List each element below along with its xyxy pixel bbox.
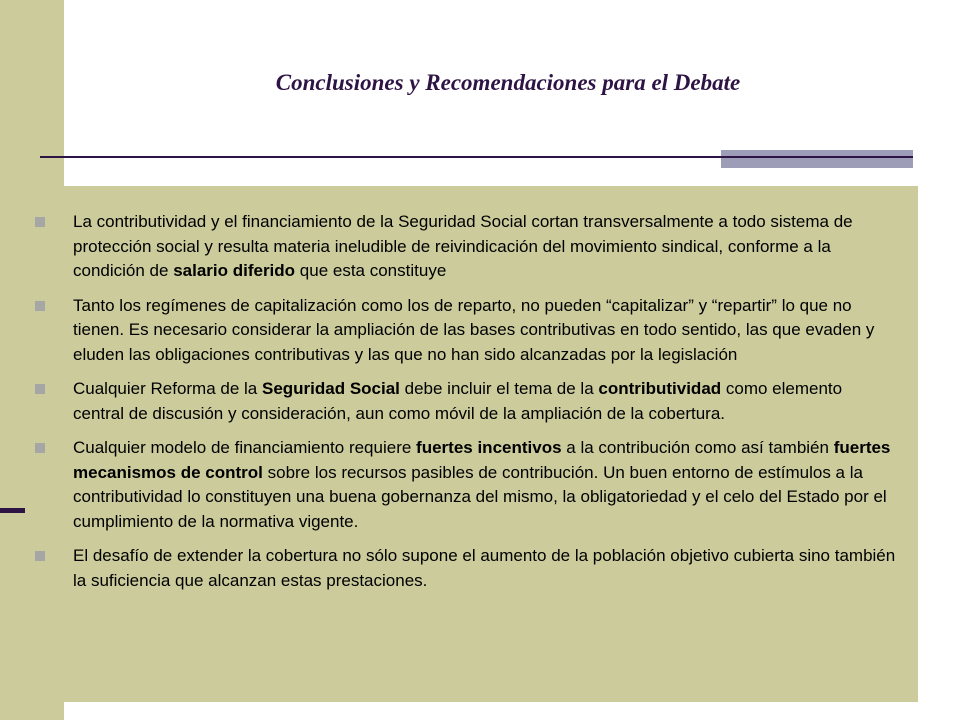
bullet-item	[25, 436, 918, 534]
bullet-list	[25, 210, 918, 603]
bullet-square-icon	[35, 217, 45, 227]
bullet-text	[73, 296, 874, 364]
bullet-item	[25, 377, 918, 426]
bullet-item	[25, 210, 918, 284]
bullet-text	[73, 212, 853, 280]
slide-title: Conclusiones y Recomendaciones para el Debate	[275, 70, 741, 95]
bullet-emphasis: contributividad	[598, 379, 722, 398]
bullet-item	[25, 294, 918, 368]
bullet-text	[73, 438, 890, 531]
title-rule-accent	[721, 150, 913, 168]
bullet-square-icon	[35, 443, 45, 453]
left-accent-mark	[0, 508, 25, 513]
bullet-square-icon	[35, 551, 45, 561]
bullet-emphasis: fuertes mecanismos de control	[73, 438, 891, 482]
bullet-emphasis: fuertes incentivos	[416, 438, 562, 457]
bullet-run: Cualquier Reforma de la	[73, 379, 262, 398]
bullet-emphasis: Seguridad Social	[261, 379, 400, 398]
bullet-run: Cualquier modelo de financiamiento requiere	[73, 438, 417, 457]
bullet-run: Tanto los regímenes de capitalización como los de reparto, no pueden “capitalizar” y “repartir” lo que no tienen. Es necesario considerar la ampliación de las bases contributivas en todo sentido, las que evaden y eluden las obligaciones contributivas y las que no han sido alcanzadas por la legislación	[73, 295, 875, 364]
bullet-text	[73, 379, 842, 423]
bullet-text	[73, 546, 895, 590]
bullet-run: El desafío de extender la cobertura no sólo supone el aumento de la población objetivo cubierta sino también la suficiencia que alcanzan estas prestaciones.	[73, 546, 896, 590]
bullet-emphasis: salario diferido	[173, 261, 296, 280]
title-rule-overlay	[721, 156, 913, 158]
bullet-run: sobre los recursos pasibles de contribución. Un buen entorno de estímulos a la contributividad lo constituyen una buena gobernanza del mismo, la obligatoriedad y el celo del Estado por el cumplimiento de la normativa vigente.	[73, 462, 887, 531]
bullet-run: La contributividad y el financiamiento de la Seguridad Social cortan transversalmente a todo sistema de protección social y resulta materia ineludible de reivindicación del movimiento sindical, conforme a la condición de	[73, 212, 853, 280]
bullet-item	[25, 544, 918, 593]
bullet-run: a la contribución como así también	[561, 438, 834, 457]
bullet-square-icon	[35, 301, 45, 311]
bullet-square-icon	[35, 384, 45, 394]
bullet-run: debe incluir el tema de la	[399, 379, 599, 398]
content-panel	[25, 186, 918, 702]
bullet-run: que esta constituye	[295, 261, 447, 280]
bullet-run: como elemento central de discusión y consideración, aun como móvil de la ampliación de la cobertura.	[73, 379, 843, 423]
